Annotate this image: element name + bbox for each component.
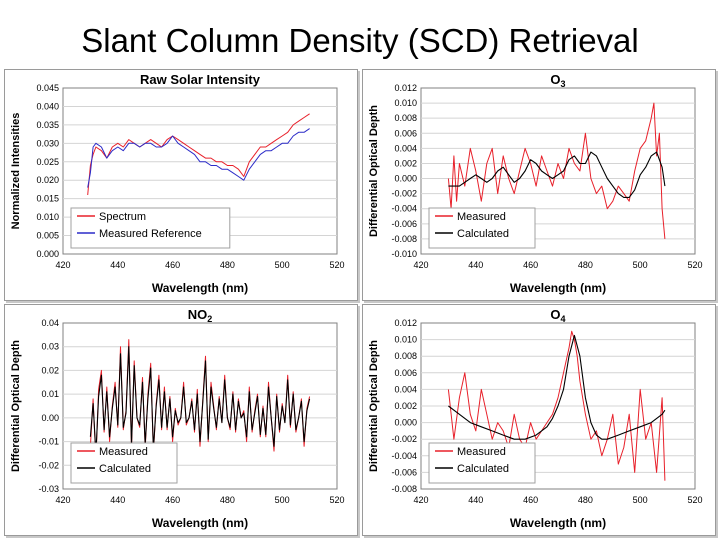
y-tick-label: 0.000: [36, 249, 59, 259]
y-tick-label: 0.00: [41, 412, 59, 423]
x-tick-label: 520: [687, 495, 703, 505]
y-tick-label: 0.002: [394, 401, 417, 411]
x-tick-label: 460: [523, 260, 539, 270]
o4-chart: [363, 305, 715, 535]
x-tick-label: 440: [468, 260, 484, 270]
legend-label: Calculated: [99, 463, 151, 475]
x-tick-label: 500: [632, 260, 648, 270]
legend-label: Spectrum: [99, 211, 147, 223]
x-tick-label: 500: [274, 495, 290, 505]
y-axis-label: Differential Optical Depth: [368, 339, 380, 473]
y-tick-label: 0.03: [41, 341, 59, 352]
x-tick-label: 480: [219, 495, 235, 505]
y-tick-label: -0.004: [391, 450, 417, 461]
chart-title: $O_3$: [550, 72, 566, 89]
y-tick-label: 0.004: [394, 143, 417, 154]
y-tick-label: 0.002: [394, 158, 417, 169]
x-tick-label: 480: [219, 260, 235, 270]
o3-chart: [363, 70, 715, 300]
y-tick-label: -0.02: [38, 460, 59, 471]
y-tick-label: 0.010: [394, 334, 417, 345]
x-tick-label: 500: [632, 495, 648, 505]
legend-label: Measured: [457, 211, 506, 223]
x-tick-label: 440: [468, 495, 484, 505]
y-tick-label: 0.012: [394, 318, 417, 328]
y-tick-label: 0.008: [394, 113, 417, 124]
y-tick-label: 0.04: [41, 318, 59, 328]
y-tick-label: 0.006: [394, 128, 417, 139]
y-tick-label: -0.008: [391, 233, 417, 244]
y-tick-label: 0.008: [394, 351, 417, 362]
y-tick-label: -0.006: [391, 467, 417, 478]
legend-label: Calculated: [457, 463, 509, 475]
legend-label: Measured: [457, 446, 506, 458]
x-tick-label: 460: [165, 260, 181, 270]
chart-panel-no2: [4, 304, 358, 536]
y-tick-label: -0.008: [391, 484, 417, 494]
y-tick-label: -0.002: [391, 188, 417, 199]
y-tick-label: 0.010: [394, 98, 417, 109]
x-tick-label: 420: [55, 260, 71, 270]
slide-title: Slant Column Density (SCD) Retrieval: [81, 22, 639, 59]
y-tick-label: 0.006: [394, 367, 417, 378]
y-tick-label: -0.010: [391, 249, 417, 259]
x-axis-label: Wavelength (nm): [151, 516, 249, 530]
x-tick-label: 460: [165, 495, 181, 505]
x-tick-label: 480: [577, 495, 593, 505]
x-tick-label: 440: [110, 260, 126, 270]
y-tick-label: -0.004: [391, 203, 417, 214]
y-tick-label: 0.035: [36, 119, 59, 130]
y-tick-label: 0.004: [394, 384, 417, 395]
y-tick-label: 0.012: [394, 83, 417, 93]
y-tick-label: 0.040: [36, 101, 59, 112]
y-tick-label: 0.045: [36, 83, 59, 93]
chart-panel-raw-solar-intensity: [4, 69, 358, 301]
x-tick-label: 420: [55, 495, 71, 505]
x-axis-label: Wavelength (nm): [509, 281, 607, 295]
x-axis-label: Wavelength (nm): [509, 516, 607, 530]
y-tick-label: 0.010: [36, 212, 59, 223]
x-tick-label: 460: [523, 495, 539, 505]
chart-title: Raw Solar Intensity: [140, 72, 260, 87]
x-tick-label: 480: [577, 260, 593, 270]
x-axis-label: Wavelength (nm): [151, 281, 249, 295]
y-tick-label: 0.01: [41, 389, 59, 400]
chart-title: $NO_2$: [187, 307, 213, 324]
y-tick-label: 0.030: [36, 138, 59, 149]
y-tick-label: -0.03: [38, 484, 59, 494]
y-axis-label: Differential Optical Depth: [10, 339, 22, 473]
y-tick-label: 0.005: [36, 230, 59, 241]
chart-panel-o4: [362, 304, 716, 536]
x-tick-label: 520: [687, 260, 703, 270]
y-axis-label: Differential Optical Depth: [368, 104, 380, 238]
chart-title: $O_4$: [550, 307, 566, 324]
legend-label: Measured: [99, 446, 148, 458]
y-axis-label: Normalized Intensities: [10, 112, 22, 230]
x-tick-label: 420: [413, 260, 429, 270]
raw-solar-intensity-chart: [5, 70, 357, 300]
x-tick-label: 420: [413, 495, 429, 505]
y-tick-label: 0.02: [41, 365, 59, 376]
y-tick-label: -0.01: [38, 436, 59, 447]
chart-panel-o3: [362, 69, 716, 301]
y-tick-label: 0.015: [36, 193, 59, 204]
x-tick-label: 500: [274, 260, 290, 270]
y-tick-label: -0.002: [391, 434, 417, 445]
y-tick-label: -0.006: [391, 218, 417, 229]
x-tick-label: 440: [110, 495, 126, 505]
no2-chart: [5, 305, 357, 535]
x-tick-label: 520: [329, 260, 345, 270]
y-tick-label: 0.000: [394, 417, 417, 428]
y-tick-label: 0.025: [36, 156, 59, 167]
x-tick-label: 520: [329, 495, 345, 505]
legend-label: Calculated: [457, 228, 509, 240]
y-tick-label: 0.020: [36, 175, 59, 186]
legend-label: Measured Reference: [99, 228, 202, 240]
y-tick-label: 0.000: [394, 173, 417, 184]
